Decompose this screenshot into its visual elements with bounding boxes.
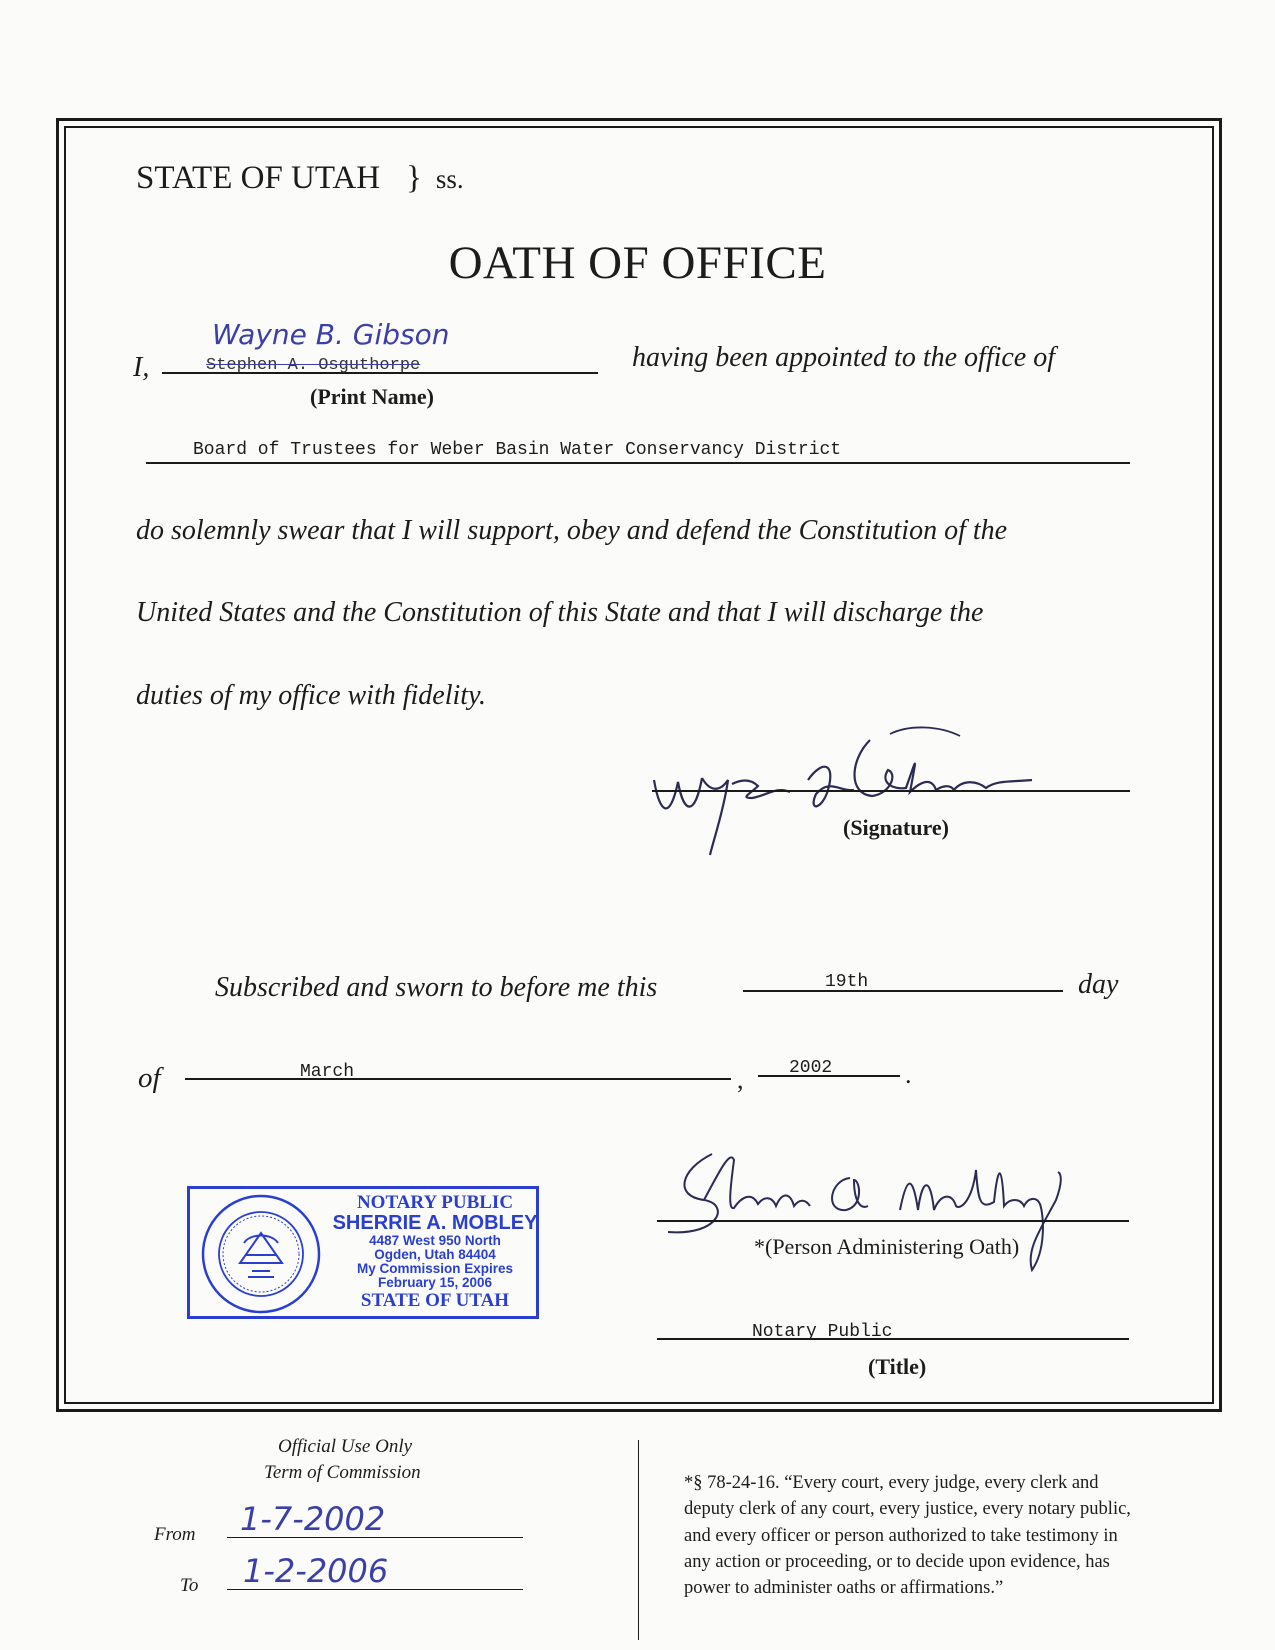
date-period: . — [905, 1060, 912, 1089]
document-title: OATH OF OFFICE — [448, 237, 827, 289]
of-label: of — [138, 1062, 161, 1094]
stamp-state: STATE OF UTAH — [360, 1289, 510, 1311]
year-value: 2002 — [789, 1058, 833, 1078]
print-name-caption: (Print Name) — [310, 384, 435, 409]
handwritten-name: Wayne B. Gibson — [212, 318, 450, 351]
official-use-heading: Official Use Only — [278, 1436, 413, 1457]
state-label: STATE OF UTAH — [136, 160, 381, 196]
appointed-text: having been appointed to the office of — [632, 342, 1056, 373]
signature-field-line[interactable] — [652, 790, 1130, 792]
ss-label: ss. — [435, 164, 464, 194]
stamp-address-street: 4487 West 950 North — [369, 1232, 501, 1248]
date-comma: , — [737, 1065, 744, 1094]
term-of-commission-heading: Term of Commission — [264, 1462, 421, 1483]
oath-line-1: do solemnly swear that I will support, obey and defend the Constitution of the — [136, 515, 1008, 546]
day-value: 19th — [825, 972, 869, 992]
day-label: day — [1078, 969, 1119, 1000]
office-field-line[interactable] — [146, 462, 1130, 464]
footer-divider — [638, 1440, 639, 1640]
oath-line-3: duties of my office with fidelity. — [136, 680, 486, 711]
statute-line-5: power to administer oaths or affirmations.” — [684, 1578, 1004, 1599]
i-prefix: I, — [133, 352, 150, 383]
from-label: From — [154, 1524, 196, 1545]
from-field-line[interactable] — [227, 1537, 523, 1538]
stamp-address-city: Ogden, Utah 84404 — [374, 1247, 496, 1263]
to-field-line[interactable] — [227, 1589, 523, 1590]
from-date: 1-7-2002 — [240, 1500, 386, 1538]
venue-heading — [136, 160, 464, 197]
oath-line-2: United States and the Constitution of this State and that I will discharge the — [136, 597, 984, 628]
office-value: Board of Trustees for Weber Basin Water Conservancy District — [193, 440, 842, 460]
day-field-line[interactable] — [743, 990, 1063, 992]
state-seal-icon — [200, 1193, 322, 1315]
signature-caption: (Signature) — [843, 815, 949, 840]
administrator-caption: *(Person Administering Oath) — [754, 1234, 1020, 1259]
to-label: To — [180, 1575, 199, 1596]
stamp-notary-name: SHERRIE A. MOBLEY — [332, 1211, 538, 1234]
month-value: March — [300, 1062, 355, 1082]
statute-line-1: *§ 78-24-16. “Every court, every judge, every clerk and — [684, 1473, 1099, 1493]
notary-stamp — [187, 1186, 539, 1319]
statute-note — [684, 1470, 1204, 1601]
stamp-commission-label: My Commission Expires — [356, 1261, 514, 1277]
title-value: Notary Public — [752, 1322, 893, 1342]
title-caption: (Title) — [868, 1354, 927, 1379]
statute-line-2: deputy clerk of any court, every justice, every notary public, — [684, 1499, 1131, 1520]
administrator-field-line[interactable] — [657, 1220, 1129, 1222]
stamp-notary-public: NOTARY PUBLIC — [356, 1192, 514, 1213]
statute-line-3: and every officer or person authorized to take testimony in — [684, 1525, 1118, 1546]
month-field-line[interactable] — [185, 1078, 731, 1080]
sworn-lead-text: Subscribed and sworn to before me this — [215, 972, 658, 1003]
struck-typed-name: Stephen A. Osguthorpe — [206, 356, 421, 375]
title-field-line[interactable] — [657, 1338, 1129, 1340]
to-date: 1-2-2006 — [243, 1552, 389, 1590]
stamp-text-block — [330, 1193, 540, 1311]
brace: } — [406, 160, 422, 196]
stamp-commission-date: February 15, 2006 — [377, 1275, 493, 1291]
statute-line-4: any action or proceeding, or to decide upon evidence, has — [684, 1551, 1110, 1572]
